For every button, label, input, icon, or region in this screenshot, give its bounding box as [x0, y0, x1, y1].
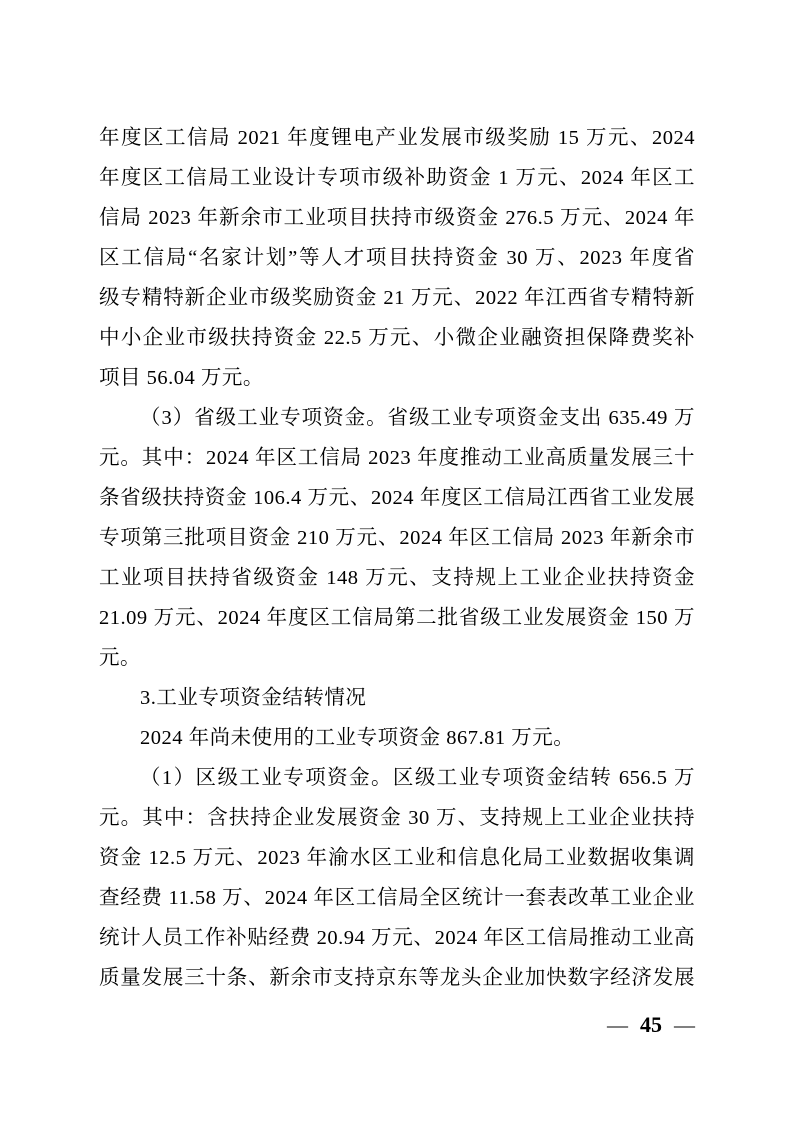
text-line: 2024 年尚未使用的工业专项资金 867.81 万元。 [140, 727, 575, 749]
page-number: 45 [640, 1012, 662, 1037]
text-line: 元。 [99, 647, 141, 669]
text-line: （1）区级工业专项资金。区级工业专项资金结转 656.5 万 [140, 767, 695, 789]
document-body [99, 118, 695, 998]
text-line: （3）省级工业专项资金。省级工业专项资金支出 635.49 万 [140, 407, 695, 429]
text-line: 级专精特新企业市级奖励资金 21 万元、2022 年江西省专精特新 [99, 287, 695, 309]
text-line: 专项第三批项目资金 210 万元、2024 年区工信局 2023 年新余市 [99, 527, 695, 549]
footer-dash-right: — [674, 1013, 695, 1037]
footer-dash-left: — [607, 1013, 628, 1037]
text-line: 条省级扶持资金 106.4 万元、2024 年度区工信局江西省工业发展 [99, 487, 695, 509]
text-line: 信局 2023 年新余市工业项目扶持市级资金 276.5 万元、2024 年 [99, 207, 695, 229]
text-line: 资金 12.5 万元、2023 年渝水区工业和信息化局工业数据收集调 [99, 847, 695, 869]
text-line: 元。其中：2024 年区工信局 2023 年度推动工业高质量发展三十 [99, 447, 695, 469]
text-line: 质量发展三十条、新余市支持京东等龙头企业加快数字经济发展 [99, 967, 695, 989]
text-line: 统计人员工作补贴经费 20.94 万元、2024 年区工信局推动工业高 [99, 927, 695, 949]
page-footer [607, 1010, 695, 1040]
text-line: 中小企业市级扶持资金 22.5 万元、小微企业融资担保降费奖补 [99, 327, 695, 349]
text-line: 年度区工信局工业设计专项市级补助资金 1 万元、2024 年区工 [99, 167, 695, 189]
text-line: 区工信局“名家计划”等人才项目扶持资金 30 万、2023 年度省 [99, 247, 695, 269]
text-line: 3.工业专项资金结转情况 [140, 687, 367, 709]
text-line: 年度区工信局 2021 年度锂电产业发展市级奖励 15 万元、2024 [99, 127, 695, 149]
text-line: 查经费 11.58 万、2024 年区工信局全区统计一套表改革工业企业 [99, 887, 695, 909]
text-line: 项目 56.04 万元。 [99, 367, 264, 389]
text-line: 工业项目扶持省级资金 148 万元、支持规上工业企业扶持资金 [99, 567, 695, 589]
text-line: 21.09 万元、2024 年度区工信局第二批省级工业发展资金 150 万 [99, 607, 695, 629]
text-line: 元。其中：含扶持企业发展资金 30 万、支持规上工业企业扶持 [99, 807, 695, 829]
